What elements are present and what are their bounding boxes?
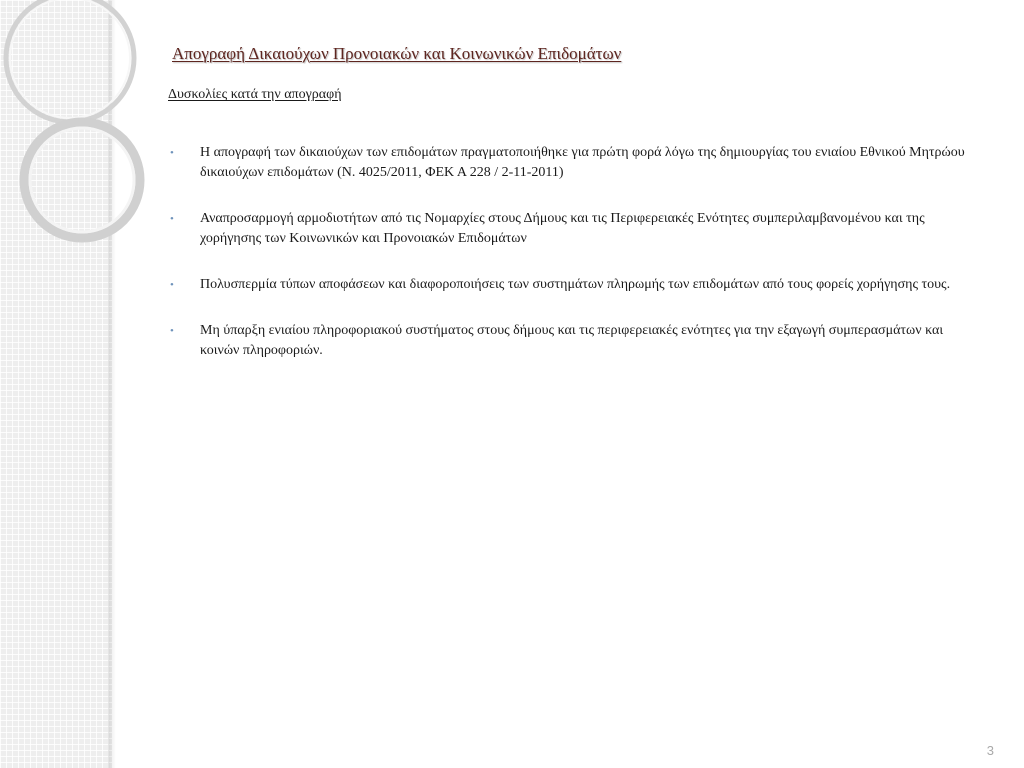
bullet-icon: • <box>170 147 174 159</box>
decorative-rings-graphic <box>0 0 140 260</box>
bullet-item <box>168 209 968 249</box>
ring-small-highlight <box>30 128 134 232</box>
bullet-item <box>168 143 968 183</box>
ring-small <box>24 122 140 238</box>
bullet-item <box>168 321 968 361</box>
bullet-list <box>168 143 968 361</box>
bullet-icon: • <box>170 325 174 337</box>
bullet-text: Πολυσπερμία τύπων αποφάσεων και διαφοροποιήσεις των συστημάτων πληρωμής των επιδομάτων από τους φορείς χορήγησης τους. <box>200 277 951 292</box>
bullet-text: Μη ύπαρξη ενιαίου πληροφοριακού συστήματος στους δήμους και τις περιφερειακές ενότητες για την εξαγωγή συμπερασμάτων και κοινών πληροφοριών. <box>200 323 944 358</box>
page-number: 3 <box>986 743 994 758</box>
slide-subtitle: Δυσκολίες κατά την απογραφή <box>168 87 342 102</box>
bullet-icon: • <box>170 213 174 225</box>
bullet-text: Η απογραφή των δικαιούχων των επιδομάτων πραγματοποιήθηκε για πρώτη φορά λόγω της δημιουργίας του ενιαίου Εθνικού Μητρώου δικαιούχων επιδομάτων (Ν. 4025/2011, ΦΕΚ Α 228 / 2-11-2011) <box>200 145 965 180</box>
bullet-text: Αναπροσαρμογή αρμοδιοτήτων από τις Νομαρχίες στους Δήμους και τις Περιφερειακές Ενότητες συμπεριλαμβανομένου και της χορήγησης των Κοινωνικών και Προνοιακών Επιδομάτων <box>200 211 925 246</box>
slide-title: Απογραφή Δικαιούχων Προνοιακών και Κοινωνικών Επιδομάτων <box>172 44 622 63</box>
bullet-item <box>168 275 968 295</box>
bullet-icon: • <box>170 279 174 291</box>
ring-large-highlight <box>10 0 130 118</box>
